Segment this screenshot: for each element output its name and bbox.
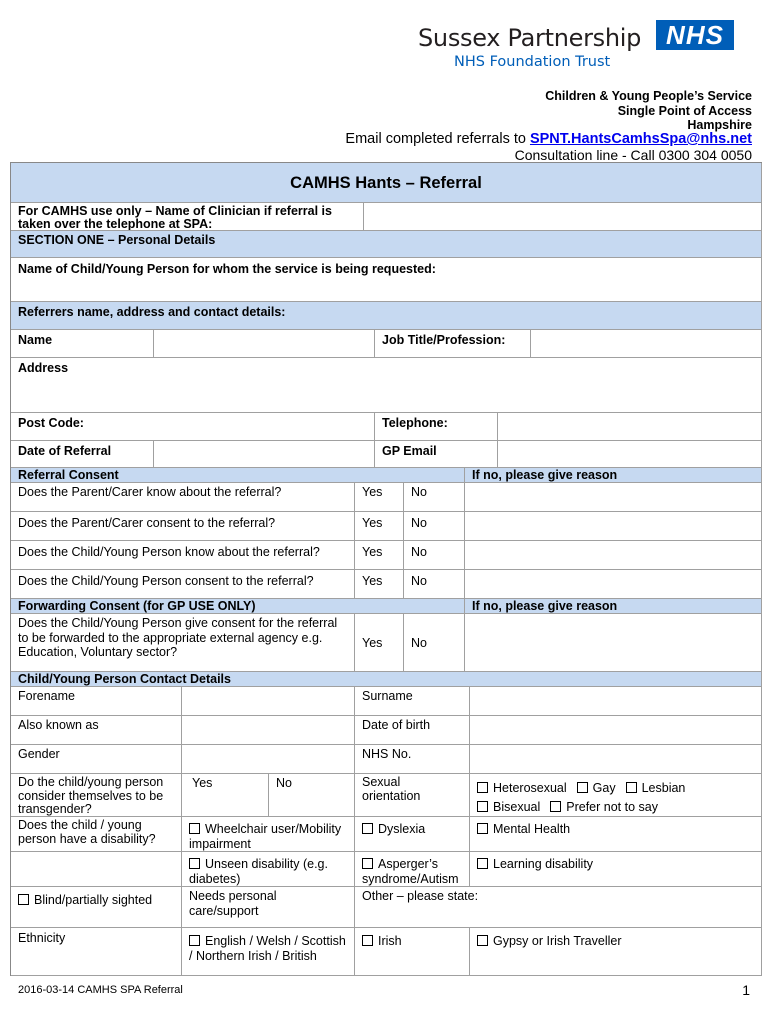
checkbox-icon [477, 801, 488, 812]
sexual-orientation-label: Sexual orientation [355, 774, 470, 817]
disability-blank-cell [11, 852, 182, 887]
consent-reason-field[interactable] [465, 483, 762, 512]
nhs-no-field[interactable] [470, 745, 762, 774]
disability-learning[interactable]: Learning disability [470, 852, 762, 887]
checkbox-icon [362, 858, 373, 869]
disability-question: Does the child / young person have a disability? [11, 817, 182, 852]
page-number: 1 [742, 982, 750, 998]
consent-no-option[interactable]: No [404, 570, 465, 599]
disability-unseen[interactable]: Unseen disability (e.g. diabetes) [182, 852, 355, 887]
consent-no-option[interactable]: No [404, 483, 465, 512]
date-field[interactable] [154, 441, 375, 468]
orientation-heterosexual[interactable]: Heterosexual [477, 781, 567, 795]
disability-blind[interactable]: Blind/partially sighted [11, 887, 182, 928]
sussex-partnership-logo [418, 20, 738, 70]
referral-consent-header: Referral Consent [11, 468, 465, 483]
forwarding-consent-header: Forwarding Consent (for GP USE ONLY) [11, 599, 465, 614]
disability-wheelchair[interactable]: Wheelchair user/Mobility impairment [182, 817, 355, 852]
disability-aspergers[interactable]: Asperger’s syndrome/Autism [355, 852, 470, 887]
name-field[interactable] [154, 330, 375, 358]
ethnicity-gypsy[interactable]: Gypsy or Irish Traveller [470, 928, 762, 976]
checkbox-icon [189, 823, 200, 834]
checkbox-icon [477, 935, 488, 946]
address-field[interactable]: Address [11, 358, 762, 413]
orientation-bisexual[interactable]: Bisexual [477, 800, 540, 814]
surname-field[interactable] [470, 687, 762, 716]
forwarding-no-option[interactable]: No [404, 614, 465, 672]
checkbox-icon [189, 858, 200, 869]
dob-label: Date of birth [355, 716, 470, 745]
telephone-label: Telephone: [375, 413, 498, 441]
consent-no-option[interactable]: No [404, 512, 465, 541]
consent-yes-option[interactable]: Yes [355, 541, 404, 570]
consent-reason-header: If no, please give reason [465, 468, 762, 483]
orientation-lesbian[interactable]: Lesbian [626, 781, 686, 795]
ethnicity-label: Ethnicity [11, 928, 182, 976]
service-name: Children & Young People’s Service [545, 89, 752, 103]
forwarding-reason-field[interactable] [465, 614, 762, 672]
spa-name: Single Point of Access [617, 104, 752, 118]
nhs-no-label: NHS No. [355, 745, 470, 774]
transgender-question: Do the child/young person consider themselves to be transgender? [11, 774, 182, 817]
consent-question: Does the Child/Young Person know about the referral? [11, 541, 355, 570]
orientation-prefer-not[interactable]: Prefer not to say [550, 800, 658, 814]
logo-org-name: Sussex Partnership [418, 24, 642, 52]
clinician-field[interactable] [364, 203, 762, 231]
email-line [345, 131, 752, 147]
logo-org-sub: NHS Foundation Trust [454, 54, 611, 70]
gp-email-field[interactable] [498, 441, 762, 468]
forename-field[interactable] [182, 687, 355, 716]
telephone-field[interactable] [498, 413, 762, 441]
surname-label: Surname [355, 687, 470, 716]
personal-care-label: Needs personal care/support [182, 887, 355, 928]
nhs-badge: NHS [656, 20, 734, 50]
consent-reason-field[interactable] [465, 570, 762, 599]
disability-mental-health[interactable]: Mental Health [470, 817, 762, 852]
consent-yes-option[interactable]: Yes [355, 570, 404, 599]
checkbox-icon [577, 782, 588, 793]
checkbox-icon [189, 935, 200, 946]
consent-question: Does the Child/Young Person consent to the referral? [11, 570, 355, 599]
gp-email-label: GP Email [375, 441, 498, 468]
job-label: Job Title/Profession: [375, 330, 531, 358]
gender-field[interactable] [182, 745, 355, 774]
referral-form [10, 162, 762, 976]
checkbox-icon [626, 782, 637, 793]
job-field[interactable] [531, 330, 762, 358]
transgender-yes-option[interactable]: Yes [182, 774, 269, 817]
email-prefix: Email completed referrals to [345, 131, 530, 147]
consent-yes-option[interactable]: Yes [355, 483, 404, 512]
checkbox-icon [477, 782, 488, 793]
region-name: Hampshire [687, 118, 752, 132]
forwarding-question: Does the Child/Young Person give consent for the referral to be forwarded to the appropriate external agency e.g. Education, Voluntary sector? [11, 614, 355, 672]
consent-question: Does the Parent/Carer consent to the referral? [11, 512, 355, 541]
child-name-field[interactable]: Name of Child/Young Person for whom the service is being requested: [11, 258, 762, 302]
consent-no-option[interactable]: No [404, 541, 465, 570]
postcode-field[interactable]: Post Code: [11, 413, 375, 441]
referrer-header: Referrers name, address and contact details: [11, 302, 762, 330]
dob-field[interactable] [470, 716, 762, 745]
aka-label: Also known as [11, 716, 182, 745]
gender-label: Gender [11, 745, 182, 774]
consent-yes-option[interactable]: Yes [355, 512, 404, 541]
form-title: CAMHS Hants – Referral [11, 163, 762, 203]
checkbox-icon [18, 894, 29, 905]
ethnicity-irish[interactable]: Irish [355, 928, 470, 976]
email-link[interactable]: SPNT.HantsCamhsSpa@nhs.net [529, 131, 752, 147]
orientation-options [470, 774, 762, 817]
aka-field[interactable] [182, 716, 355, 745]
consent-question: Does the Parent/Carer know about the referral? [11, 483, 355, 512]
consent-reason-field[interactable] [465, 541, 762, 570]
checkbox-icon [550, 801, 561, 812]
section-one-header: SECTION ONE – Personal Details [11, 231, 762, 258]
checkbox-icon [477, 823, 488, 834]
name-label: Name [11, 330, 154, 358]
other-state-field[interactable]: Other – please state: [355, 887, 762, 928]
transgender-no-option[interactable]: No [269, 774, 355, 817]
date-label: Date of Referral [11, 441, 154, 468]
ethnicity-british[interactable]: English / Welsh / Scottish / Northern Irish / British [182, 928, 355, 976]
checkbox-icon [362, 823, 373, 834]
orientation-gay[interactable]: Gay [577, 781, 616, 795]
contact-details-header: Child/Young Person Contact Details [11, 672, 762, 687]
clinician-label: For CAMHS use only – Name of Clinician if referral is taken over the telephone at SPA: [11, 203, 364, 231]
disability-dyslexia[interactable]: Dyslexia [355, 817, 470, 852]
checkbox-icon [477, 858, 488, 869]
doc-reference: 2016-03-14 CAMHS SPA Referral [18, 984, 183, 996]
consent-reason-field[interactable] [465, 512, 762, 541]
forwarding-yes-option[interactable]: Yes [355, 614, 404, 672]
forename-label: Forename [11, 687, 182, 716]
consultation-line: Consultation line - Call 0300 304 0050 [514, 147, 752, 163]
forwarding-reason-header: If no, please give reason [465, 599, 762, 614]
checkbox-icon [362, 935, 373, 946]
